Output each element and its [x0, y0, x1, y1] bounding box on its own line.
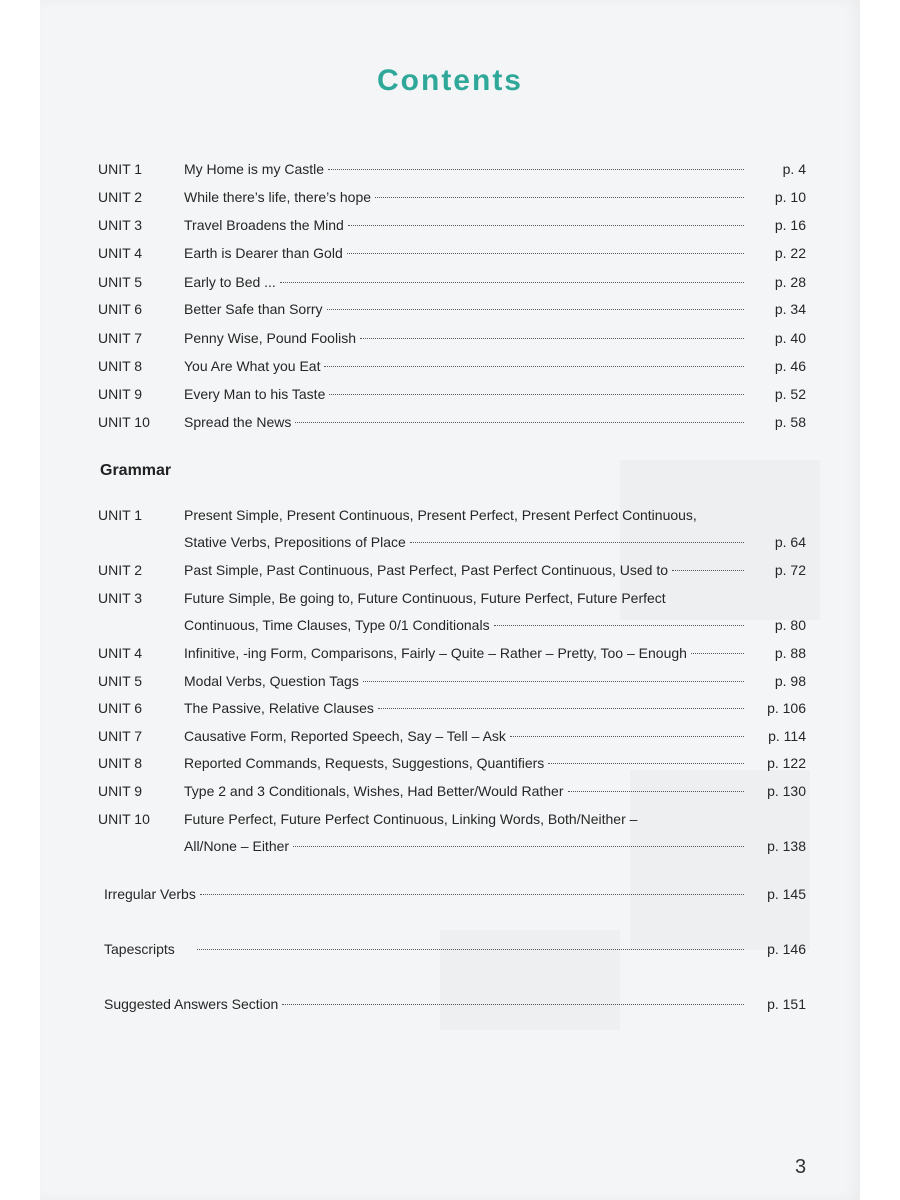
unit-title: Every Man to his Taste	[184, 386, 326, 402]
grammar-entry[interactable]	[98, 670, 806, 692]
leader-dots	[347, 253, 744, 254]
leader-dots	[548, 763, 744, 764]
grammar-entry[interactable]	[98, 587, 748, 609]
page-number: p. 151	[767, 996, 806, 1012]
grammar-topics: The Passive, Relative Clauses	[184, 700, 374, 716]
page-folio: 3	[795, 1156, 807, 1178]
unit-label: UNIT 7	[98, 330, 143, 346]
section-title: Tapescripts	[104, 941, 175, 957]
page-number: p. 130	[767, 783, 806, 799]
grammar-entry-continued[interactable]	[98, 614, 806, 636]
unit-label: UNIT 8	[98, 358, 143, 374]
unit-label: UNIT 1	[98, 507, 143, 523]
page-number: p. 138	[767, 838, 806, 854]
grammar-entry[interactable]	[98, 697, 806, 719]
leader-dots	[280, 282, 744, 283]
grammar-topics: Reported Commands, Requests, Suggestions, Quantifiers	[184, 755, 545, 771]
toc-entry[interactable]	[98, 383, 806, 405]
page-number: p. 34	[774, 301, 806, 317]
unit-title: Travel Broadens the Mind	[184, 217, 344, 233]
grammar-topics: Stative Verbs, Prepositions of Place	[184, 534, 406, 550]
unit-label: UNIT 3	[98, 590, 143, 606]
leader-dots	[510, 736, 744, 737]
unit-title: Spread the News	[184, 414, 292, 430]
page-number: p. 22	[774, 245, 806, 261]
page-number: p. 80	[774, 617, 806, 633]
unit-label: UNIT 5	[98, 274, 143, 290]
unit-title: Early to Bed ...	[184, 274, 276, 290]
toc-entry[interactable]	[98, 327, 806, 349]
unit-label: UNIT 4	[98, 245, 143, 261]
section-title: Irregular Verbs	[104, 886, 196, 902]
toc-entry-tapescripts[interactable]	[104, 938, 806, 960]
grammar-entry-continued[interactable]	[98, 835, 806, 857]
unit-label: UNIT 2	[98, 562, 143, 578]
unit-label: UNIT 5	[98, 673, 143, 689]
leader-dots	[348, 225, 744, 226]
leader-dots	[363, 681, 744, 682]
page-number: p. 58	[774, 414, 806, 430]
unit-label: UNIT 1	[98, 161, 143, 177]
grammar-entry[interactable]	[98, 752, 806, 774]
grammar-entry[interactable]	[98, 808, 748, 830]
page-number: p. 52	[774, 386, 806, 402]
toc-entry-suggested-answers[interactable]	[104, 993, 806, 1015]
grammar-entry[interactable]	[98, 504, 748, 526]
leader-dots	[197, 949, 744, 950]
toc-entry[interactable]	[98, 298, 806, 320]
unit-label: UNIT 3	[98, 217, 143, 233]
page-number: p. 46	[774, 358, 806, 374]
toc-entry[interactable]	[98, 242, 806, 264]
leader-dots	[282, 1004, 744, 1005]
unit-label: UNIT 2	[98, 189, 143, 205]
unit-title: While there’s life, there’s hope	[184, 189, 372, 205]
unit-label: UNIT 10	[98, 811, 150, 827]
unit-title: Better Safe than Sorry	[184, 301, 323, 317]
grammar-topics: All/None – Either	[184, 838, 290, 854]
grammar-entry[interactable]	[98, 725, 806, 747]
toc-entry[interactable]	[98, 355, 806, 377]
leader-dots	[494, 625, 744, 626]
page-number: p. 146	[767, 941, 806, 957]
grammar-topics: Infinitive, -ing Form, Comparisons, Fairly – Quite – Rather – Pretty, Too – Enough	[184, 645, 687, 661]
section-title: Suggested Answers Section	[104, 996, 279, 1012]
leader-dots	[327, 309, 744, 310]
grammar-topics: Future Simple, Be going to, Future Continuous, Future Perfect, Future Perfect	[184, 590, 666, 606]
leader-dots	[295, 422, 744, 423]
toc-entry[interactable]	[98, 411, 806, 433]
unit-label: UNIT 7	[98, 728, 143, 744]
grammar-entry-continued[interactable]	[98, 531, 806, 553]
leader-dots	[360, 338, 744, 339]
leader-dots	[568, 791, 745, 792]
page-number: p. 72	[774, 562, 806, 578]
unit-label: UNIT 9	[98, 386, 143, 402]
grammar-topics: Causative Form, Reported Speech, Say – Tell – Ask	[184, 728, 506, 744]
leader-dots	[200, 894, 744, 895]
toc-entry[interactable]	[98, 186, 806, 208]
leader-dots	[378, 708, 744, 709]
leader-dots	[328, 169, 744, 170]
unit-label: UNIT 10	[98, 414, 150, 430]
toc-entry[interactable]	[98, 214, 806, 236]
grammar-topics: Continuous, Time Clauses, Type 0/1 Conditionals	[184, 617, 490, 633]
unit-title: You Are What you Eat	[184, 358, 321, 374]
unit-label: UNIT 8	[98, 755, 143, 771]
page-number: p. 4	[782, 161, 806, 177]
unit-label: UNIT 6	[98, 700, 143, 716]
leader-dots	[672, 570, 744, 571]
grammar-entry[interactable]	[98, 559, 806, 581]
page-number: p. 114	[768, 728, 806, 744]
grammar-entry[interactable]	[98, 780, 806, 802]
leader-dots	[293, 846, 744, 847]
page-number: p. 98	[774, 673, 806, 689]
page-number: p. 40	[774, 330, 806, 346]
grammar-entry[interactable]	[98, 642, 806, 664]
contents-title: Contents	[377, 64, 523, 97]
grammar-topics: Future Perfect, Future Perfect Continuous, Linking Words, Both/Neither –	[184, 811, 638, 827]
unit-title: Penny Wise, Pound Foolish	[184, 330, 356, 346]
page-number: p. 145	[767, 886, 806, 902]
grammar-topics: Past Simple, Past Continuous, Past Perfect, Past Perfect Continuous, Used to	[184, 562, 669, 578]
leader-dots	[410, 542, 744, 543]
unit-label: UNIT 9	[98, 783, 143, 799]
leader-dots	[375, 197, 744, 198]
toc-entry[interactable]	[98, 271, 806, 293]
unit-title: Earth is Dearer than Gold	[184, 245, 343, 261]
page-number: p. 28	[774, 274, 806, 290]
leader-dots	[329, 394, 744, 395]
unit-label: UNIT 6	[98, 301, 143, 317]
page-number: p. 122	[767, 755, 806, 771]
book-page	[40, 0, 860, 1200]
page-number: p. 16	[774, 217, 806, 233]
toc-entry[interactable]	[98, 158, 806, 180]
page-number: p. 10	[774, 189, 806, 205]
toc-entry-irregular-verbs[interactable]	[104, 883, 806, 905]
page-number: p. 106	[767, 700, 806, 716]
grammar-heading: Grammar	[100, 462, 172, 479]
page-number: p. 64	[774, 534, 806, 550]
grammar-topics: Modal Verbs, Question Tags	[184, 673, 359, 689]
leader-dots	[691, 653, 744, 654]
leader-dots	[324, 366, 744, 367]
unit-title: My Home is my Castle	[184, 161, 325, 177]
grammar-topics: Type 2 and 3 Conditionals, Wishes, Had Better/Would Rather	[184, 783, 564, 799]
grammar-topics: Present Simple, Present Continuous, Present Perfect, Present Perfect Continuous,	[184, 507, 697, 523]
unit-label: UNIT 4	[98, 645, 143, 661]
page-number: p. 88	[774, 645, 806, 661]
